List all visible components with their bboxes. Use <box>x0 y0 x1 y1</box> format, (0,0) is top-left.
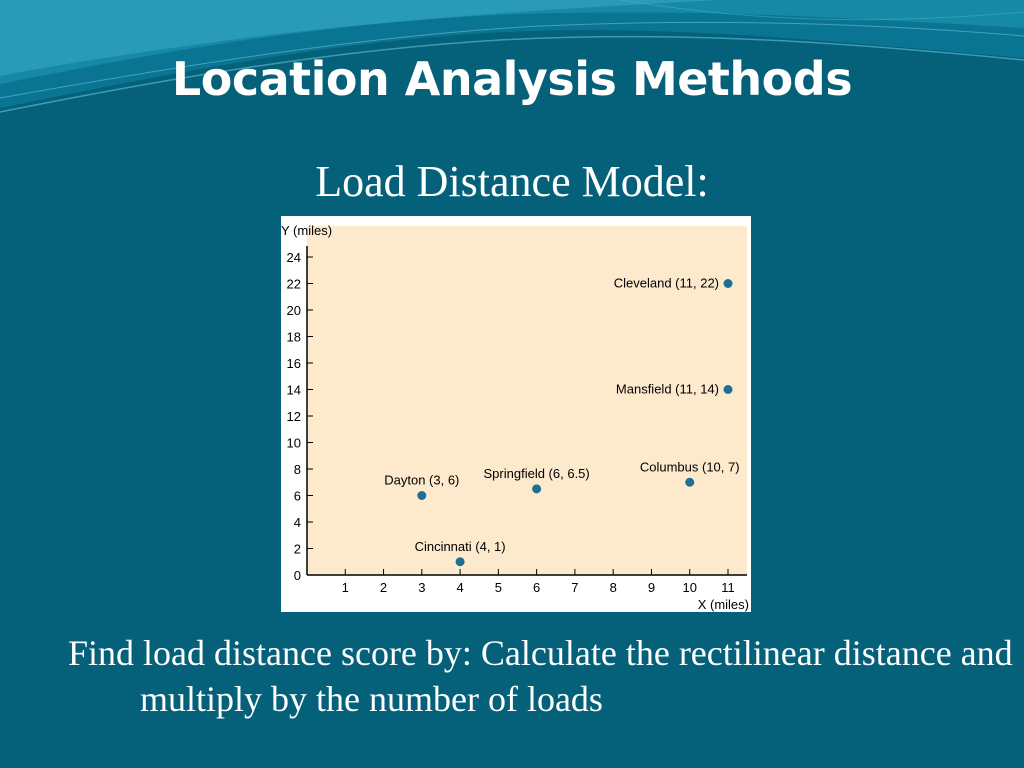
y-tick-label: 22 <box>286 276 301 292</box>
data-point <box>685 478 694 487</box>
point-label: Springfield (6, 6.5) <box>483 465 590 481</box>
data-point <box>417 491 426 500</box>
x-axis-label: X (miles) <box>697 597 749 612</box>
point-label: Dayton (3, 6) <box>384 472 460 488</box>
y-tick-label: 16 <box>286 356 301 371</box>
y-axis-label: Y (miles) <box>281 223 333 238</box>
y-tick-label: 2 <box>293 541 301 557</box>
data-point <box>456 557 465 566</box>
x-tick-label: 5 <box>494 580 502 595</box>
y-tick-label: 6 <box>293 488 301 504</box>
slide-subtitle: Load Distance Model: <box>315 157 709 206</box>
y-tick-label: 12 <box>286 409 301 424</box>
y-tick-label: 0 <box>293 568 301 583</box>
x-tick-label: 1 <box>341 580 349 595</box>
data-point <box>532 484 541 493</box>
x-tick-label: 3 <box>418 580 426 595</box>
point-label: Cleveland (11, 22) <box>613 275 719 291</box>
x-tick-label: 10 <box>682 580 697 595</box>
data-point <box>724 279 733 288</box>
y-tick-label: 4 <box>293 515 301 530</box>
x-tick-label: 9 <box>647 580 656 595</box>
y-tick-label: 24 <box>286 250 301 265</box>
slide-title: Location Analysis Methods <box>171 52 853 106</box>
x-tick-label: 4 <box>456 580 464 595</box>
data-point <box>724 385 733 394</box>
x-tick-label: 6 <box>533 580 541 595</box>
y-tick-label: 20 <box>286 303 301 318</box>
x-tick-label: 7 <box>571 580 579 595</box>
x-tick-label: 11 <box>721 580 735 595</box>
scatter-chart <box>281 216 751 612</box>
point-label: Columbus (10, 7) <box>639 459 740 475</box>
point-label: Cincinnati (4, 1) <box>414 538 506 554</box>
x-tick-label: 2 <box>379 580 388 595</box>
chart-svg <box>281 216 751 612</box>
y-tick-label: 8 <box>293 462 301 477</box>
y-tick-label: 18 <box>286 329 301 345</box>
point-label: Mansfield (11, 14) <box>615 381 719 397</box>
y-tick-label: 10 <box>286 435 301 451</box>
body-text: Find load distance score by: Calculate the rectilinear distance and multiply by the number of loads <box>68 633 1013 719</box>
x-tick-label: 8 <box>609 580 617 595</box>
y-tick-label: 14 <box>286 382 301 398</box>
